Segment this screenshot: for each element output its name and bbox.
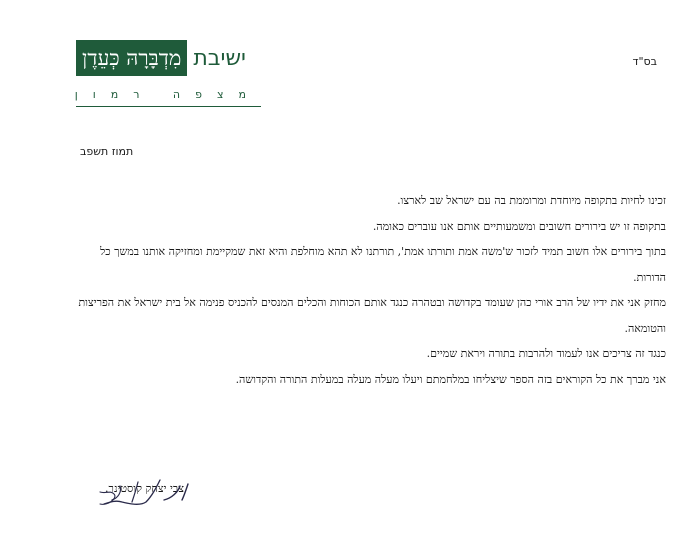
bsd-header: בס"ד [632, 55, 657, 68]
signature-name: צבי יצחק קוסטינר. [105, 482, 184, 495]
logo-subtitle: מצפה רמון [74, 88, 261, 101]
letter-paragraph: בתוך בירורים אלו חשוב תמיד לזכור ש'משה אמת ותורתו אמת', תורתנו לא תהא מוחלפת והיא זאת שמקיימת ומחזיקה אותנו במשך כל הדורות. [100, 245, 666, 284]
letter-paragraph: בתקופה זו יש בירורים חשובים ומשמעותיים אותם אנו עוברים כאומה. [372, 219, 666, 233]
yeshiva-logo [76, 40, 261, 110]
letter-body [72, 188, 666, 392]
letter-paragraph: מחזק אני את ידיו של הרב אורי כהן שעומד בקדושה ובטהרה כנגד אותם הכוחות והכלים המנסים להכניס פנימה אל בית ישראל את הפריצות והטומאה. [78, 296, 666, 335]
logo-divider [76, 106, 261, 107]
logo-main [76, 40, 246, 76]
handwritten-signature-icon [60, 472, 200, 512]
logo-highlighted-name: מִדְבָּרָהּ כְּעֵדֶן [76, 40, 187, 76]
letter-paragraph: כנגד זה צריכים אנו לעמוד ולהרבות בתורה ויראת שמיים. [426, 347, 666, 360]
letter-paragraph: אני מברך את כל הקוראים בזה הספר שיצליחו במלחמתם ויעלו מעלה מעלה במעלות התורה והקדושה. [235, 372, 666, 386]
logo-word: ישיבת [193, 45, 246, 71]
letter-date: תמוז תשפב [80, 145, 134, 158]
letter-paragraph: זכינו לחיות בתקופה מיוחדת ומרוממת בה עם ישראל שב לארצו. [397, 194, 666, 207]
signature [60, 472, 200, 512]
